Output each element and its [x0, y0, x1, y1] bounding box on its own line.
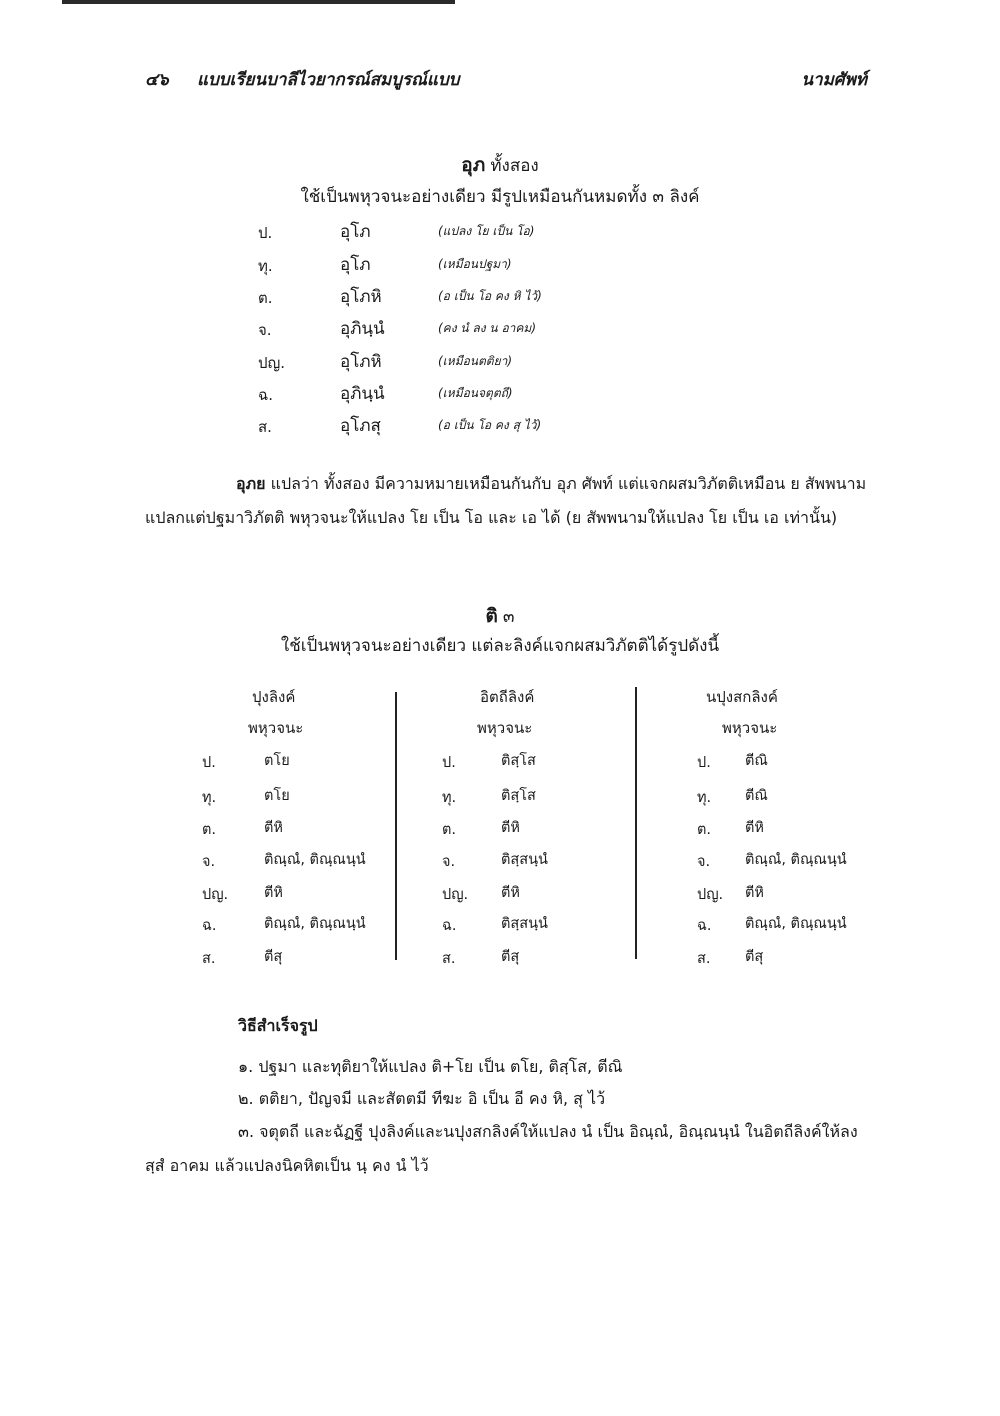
number-header: พหุวจนะ [248, 719, 304, 737]
case-abbrev: ฉ. [202, 918, 217, 934]
column-divider [395, 692, 397, 960]
case-abbrev: ฉ. [258, 386, 273, 404]
declined-form: ติณฺณํ, ติณฺณนฺนํ [264, 852, 366, 868]
case-abbrev: ทุ. [202, 790, 217, 806]
declined-form: ตีหิ [745, 820, 764, 836]
ti-title [0, 601, 1000, 631]
ti-subtitle: ใช้เป็นพหุวจนะอย่างเดียว แต่ละลิงค์แจกผสมวิภัตติได้รูปดังนี้ [280, 636, 720, 656]
case-abbrev: ส. [442, 951, 456, 967]
ubha-title-word: อุภ [461, 154, 486, 176]
case-abbrev: ต. [442, 822, 457, 838]
case-abbrev: จ. [697, 854, 711, 870]
number-header: พหุวจนะ [722, 719, 778, 737]
ubha-title-suffix: ทั้งสอง [490, 156, 539, 176]
declined-form: ตโย [264, 788, 290, 804]
declined-form: ตโย [264, 753, 290, 769]
form-note: (คง นํ ลง น อาคม) [438, 321, 537, 335]
case-abbrev: ปญ. [442, 887, 469, 903]
book-title: แบบเรียนบาลีไวยากรณ์สมบูรณ์แบบ [197, 70, 460, 90]
declined-form: ติณฺณํ, ติณฺณนฺนํ [745, 852, 847, 868]
case-abbrev: จ. [442, 854, 456, 870]
case-abbrev: ต. [258, 289, 273, 307]
case-abbrev: ส. [697, 951, 711, 967]
case-abbrev: ป. [258, 224, 273, 242]
ti-title-word: ติ [485, 605, 498, 627]
declined-form: ตีหิ [501, 820, 520, 836]
ubhaya-word: อุภย [236, 474, 266, 493]
case-abbrev: ส. [258, 418, 272, 436]
case-abbrev: ฉ. [697, 918, 712, 934]
method-item-1: ๑. ปฐมา และทุติยาให้แปลง ติ+โย เป็น ตโย, ติสฺโส, ตีณิ [238, 1057, 623, 1076]
case-abbrev: ทุ. [442, 790, 457, 806]
form-note: (เหมือนจตุตถี) [438, 386, 513, 400]
gender-header: อิตถีลิงค์ [480, 688, 535, 706]
case-abbrev: ส. [202, 951, 216, 967]
case-abbrev: จ. [202, 854, 216, 870]
case-abbrev: ปญ. [697, 887, 724, 903]
page-number: ๔๖ [145, 70, 169, 90]
declined-form: ตีหิ [745, 885, 764, 901]
declined-form: อุโภสุ [340, 416, 381, 436]
case-abbrev: ทุ. [258, 257, 273, 275]
declined-form: ตีหิ [501, 885, 520, 901]
declined-form: ตีสุ [501, 949, 520, 965]
declined-form: ตีหิ [264, 885, 283, 901]
case-abbrev: ปญ. [202, 887, 229, 903]
case-abbrev: ต. [697, 822, 712, 838]
form-note: (อ เป็น โอ คง สุ ไว้) [438, 418, 542, 432]
declined-form: ตีสุ [745, 949, 764, 965]
case-abbrev: จ. [258, 321, 272, 339]
declined-form: ติสฺสนฺนํ [501, 916, 548, 932]
form-note: (เหมือนปฐมา) [438, 257, 512, 271]
declined-form: ตีณิ [745, 753, 768, 769]
method-item-3: ๓. จตุตถี และฉัฏฐี ปุงลิงค์และนปุงสกลิงค์ให้แปลง นํ เป็น อิณฺณํ, อิณฺณนฺนํ ในอิตถีลิงค์ให้ลง [238, 1122, 858, 1141]
declined-form: อุโภหิ [340, 352, 382, 372]
declined-form: ติสฺโส [501, 788, 536, 804]
case-abbrev: ทุ. [697, 790, 712, 806]
ubha-subtitle: ใช้เป็นพหุวจนะอย่างเดียว มีรูปเหมือนกันหมดทั้ง ๓ ลิงค์ [300, 187, 700, 207]
case-abbrev: ป. [202, 755, 216, 771]
ubhaya-line1-text: แปลว่า ทั้งสอง มีความหมายเหมือนกันกับ อุภ ศัพท์ แต่แจกผสมวิภัตติเหมือน ย สัพพนาม [270, 474, 867, 493]
case-abbrev: ปญ. [258, 354, 286, 372]
declined-form: อุภินฺนํ [340, 319, 385, 339]
declined-form: ตีหิ [264, 820, 283, 836]
ubhaya-para-line2: แปลกแต่ปฐมาวิภัตติ พหุวจนะให้แปลง โย เป็น โอ และ เอ ได้ (ย สัพพนามให้แปลง โย เป็น เอ เท่านั้น) [145, 508, 838, 527]
number-header: พหุวจนะ [477, 719, 533, 737]
declined-form: ติณฺณํ, ติณฺณนฺนํ [745, 916, 847, 932]
ti-title-suffix: ๓ [502, 607, 515, 627]
declined-form: ตีสุ [264, 949, 283, 965]
case-abbrev: ฉ. [442, 918, 457, 934]
case-abbrev: ต. [202, 822, 217, 838]
gender-header: นปุงสกลิงค์ [706, 688, 778, 706]
case-abbrev: ป. [697, 755, 711, 771]
declined-form: อุโภ [340, 255, 371, 275]
declined-form: อุภินฺนํ [340, 384, 385, 404]
declined-form: ตีณิ [745, 788, 768, 804]
column-divider [635, 687, 637, 959]
ubha-title [0, 150, 1000, 180]
declined-form: ติสฺโส [501, 753, 536, 769]
method-item-3-continued: สฺสํ อาคม แล้วแปลงนิคหิตเป็น นฺ คง นํ ไว้ [145, 1156, 429, 1175]
declined-form: ติสฺสนฺนํ [501, 852, 548, 868]
case-abbrev: ป. [442, 755, 456, 771]
top-rule [62, 0, 455, 4]
form-note: (อ เป็น โอ คง หิ ไว้) [438, 289, 542, 303]
form-note: (เหมือนตติยา) [438, 354, 513, 368]
gender-header: ปุงลิงค์ [252, 688, 296, 706]
method-heading: วิธีสำเร็จรูป [238, 1016, 318, 1035]
method-item-2: ๒. ตติยา, ปัญจมี และสัตตมี ทีฆะ อิ เป็น อี คง หิ, สุ ไว้ [238, 1089, 606, 1108]
declined-form: อุโภ [340, 222, 371, 242]
declined-form: ติณฺณํ, ติณฺณนฺนํ [264, 916, 366, 932]
ubhaya-para-line1 [236, 472, 866, 497]
declined-form: อุโภหิ [340, 287, 382, 307]
section-title: นามศัพท์ [801, 70, 867, 90]
form-note: (แปลง โย เป็น โอ) [438, 224, 535, 238]
